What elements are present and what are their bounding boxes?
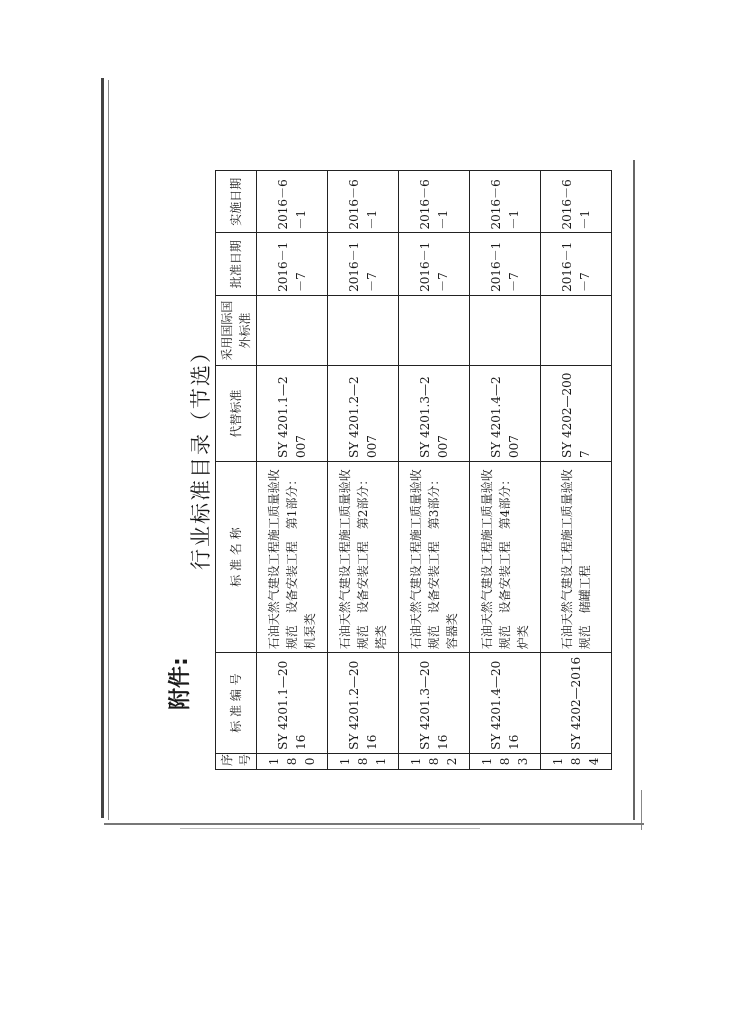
scan-border-left-inner xyxy=(108,80,109,820)
cell-effective: 2016－6－1 xyxy=(257,171,328,233)
rotated-document-page xyxy=(155,140,615,860)
cell-intl xyxy=(470,295,541,365)
cell-replaced: SY 4201.3—2007 xyxy=(399,366,470,462)
header-name: 标 准 名 称 xyxy=(216,461,257,652)
cell-serial: 180 xyxy=(257,753,328,769)
table-row xyxy=(470,171,541,770)
header-intl: 采用国际国外标准 xyxy=(216,295,257,365)
cell-name: 石油天然气建设工程施工质量验收规范 设备安装工程 第1部分：机泵类 xyxy=(257,461,328,652)
cell-approved: 2016－1－7 xyxy=(257,233,328,295)
standards-table xyxy=(215,170,612,770)
document-title: 行业标准目录（节选） xyxy=(189,340,213,570)
header-approved: 批准日期 xyxy=(216,233,257,295)
cell-serial: 183 xyxy=(470,753,541,769)
cell-approved: 2016－1－7 xyxy=(470,233,541,295)
cell-serial: 182 xyxy=(399,753,470,769)
cell-replaced: SY 4201.1—2007 xyxy=(257,366,328,462)
cell-name: 石油天然气建设工程施工质量验收规范 设备安装工程 第4部分：炉类 xyxy=(470,461,541,652)
cell-approved: 2016－1－7 xyxy=(541,233,612,295)
cell-effective: 2016－6－1 xyxy=(470,171,541,233)
cell-serial: 181 xyxy=(328,753,399,769)
cell-name: 石油天然气建设工程施工质量验收规范 设备安装工程 第3部分：容器类 xyxy=(399,461,470,652)
header-code: 标 准 编 号 xyxy=(216,653,257,754)
cell-effective: 2016－6－1 xyxy=(541,171,612,233)
cell-name: 石油天然气建设工程施工质量验收规范 设备安装工程 第2部分：塔类 xyxy=(328,461,399,652)
cell-code: SY 4201.1—2016 xyxy=(257,653,328,754)
cell-code: SY 4201.3—2016 xyxy=(399,653,470,754)
cell-replaced: SY 4201.4—2007 xyxy=(470,366,541,462)
header-effective: 实施日期 xyxy=(216,171,257,233)
table-row xyxy=(257,171,328,770)
table-row xyxy=(541,171,612,770)
cell-code: SY 4201.2—2016 xyxy=(328,653,399,754)
cell-intl xyxy=(328,295,399,365)
cell-name: 石油天然气建设工程施工质量验收规范 储罐工程 xyxy=(541,461,612,652)
cell-intl xyxy=(399,295,470,365)
table-header-row xyxy=(216,171,257,770)
table-row xyxy=(399,171,470,770)
cell-effective: 2016－6－1 xyxy=(328,171,399,233)
cell-serial: 184 xyxy=(541,753,612,769)
cell-replaced: SY 4201.2—2007 xyxy=(328,366,399,462)
cell-replaced: SY 4202—2007 xyxy=(541,366,612,462)
header-replaced: 代替标准 xyxy=(216,366,257,462)
scan-border-right xyxy=(633,160,635,820)
attachment-label: 附件: xyxy=(168,657,193,710)
cell-code: SY 4201.4—2016 xyxy=(470,653,541,754)
table-row xyxy=(328,171,399,770)
cell-approved: 2016－1－7 xyxy=(328,233,399,295)
header-serial: 序号 xyxy=(216,753,257,769)
cell-intl xyxy=(257,295,328,365)
cell-approved: 2016－1－7 xyxy=(399,233,470,295)
cell-effective: 2016－6－1 xyxy=(399,171,470,233)
scan-border-left xyxy=(101,78,104,818)
cell-code: SY 4202—2016 xyxy=(541,653,612,754)
cell-intl xyxy=(541,295,612,365)
